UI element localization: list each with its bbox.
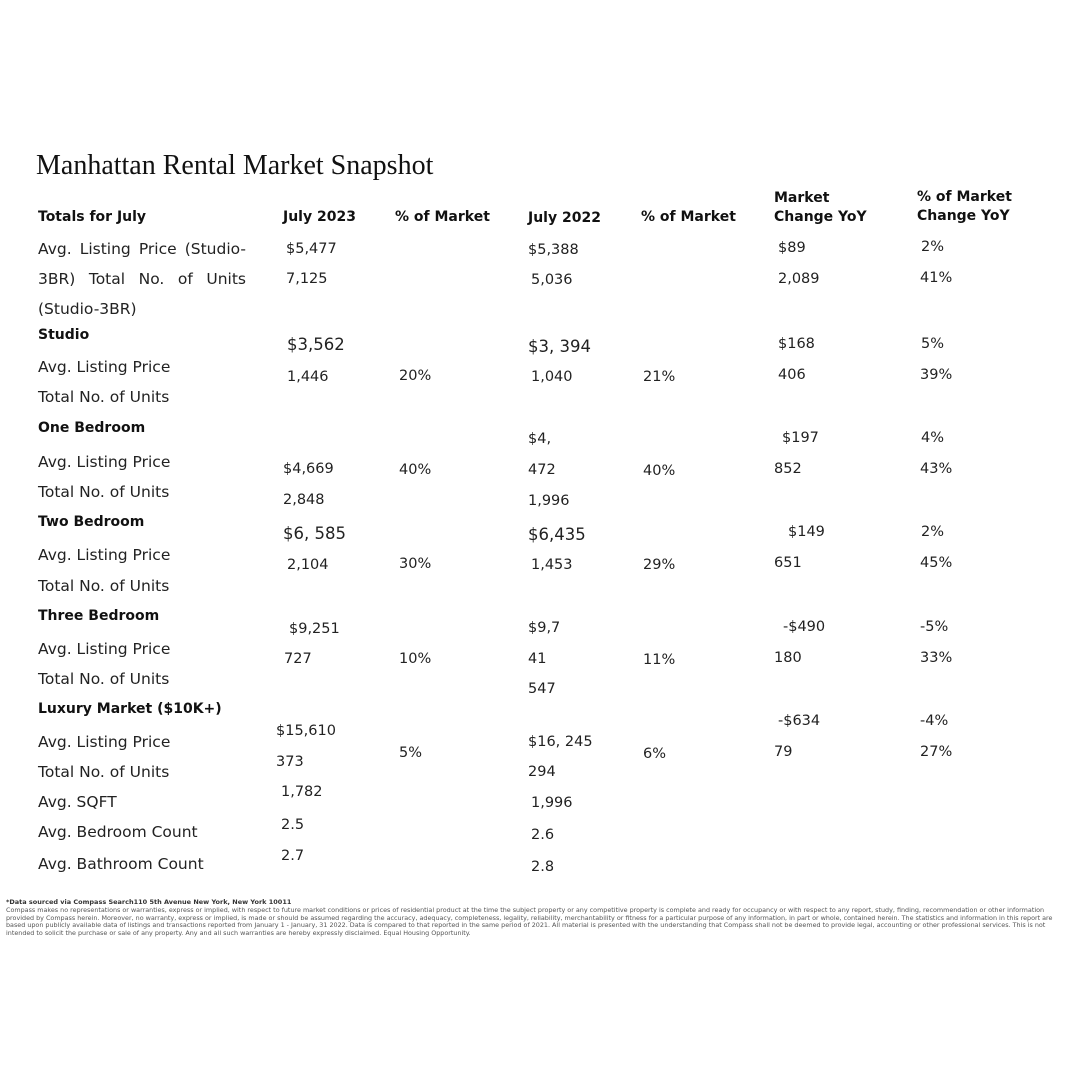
luxury-sqft-2022: 1,996 bbox=[531, 795, 573, 811]
header-july-2022: July 2022 bbox=[528, 210, 601, 226]
three-bedroom-units-2022: 547 bbox=[528, 681, 556, 697]
header-pct-change-line1: % of Market bbox=[917, 189, 1012, 205]
three-bedroom-price-change: -$490 bbox=[783, 619, 826, 635]
totals-label-line2: 3BR) Total No. of Units bbox=[38, 270, 246, 288]
studio-pct-2023: 20% bbox=[399, 368, 432, 384]
luxury-price-2023: $15,610 bbox=[276, 723, 336, 739]
footer-source: *Data sourced via Compass Search110 5th Avenue New York, New York 10011 bbox=[6, 898, 292, 906]
section-one-bedroom: One Bedroom bbox=[38, 420, 146, 436]
one-bedroom-pct-2022: 40% bbox=[643, 463, 676, 479]
luxury-units-2023: 373 bbox=[276, 754, 304, 770]
three-bedroom-price-2022-part1: $9,7 bbox=[528, 620, 561, 636]
three-bedroom-label-price: Avg. Listing Price bbox=[38, 640, 171, 658]
three-bedroom-label-units: Total No. of Units bbox=[38, 670, 170, 688]
two-bedroom-units-2023: 2,104 bbox=[287, 557, 329, 573]
studio-units-change: 406 bbox=[778, 367, 806, 383]
header-market-change-line2: Change YoY bbox=[774, 209, 867, 225]
one-bedroom-units-2022: 1,996 bbox=[528, 493, 570, 509]
totals-label-line3: (Studio-3BR) bbox=[38, 300, 137, 318]
page-title: Manhattan Rental Market Snapshot bbox=[36, 150, 434, 181]
one-bedroom-price-2023: $4,669 bbox=[283, 461, 334, 477]
two-bedroom-units-2022: 1,453 bbox=[531, 557, 573, 573]
studio-price-2022: $3, 394 bbox=[528, 337, 591, 356]
one-bedroom-label-price: Avg. Listing Price bbox=[38, 453, 171, 471]
studio-price-change: $168 bbox=[778, 336, 815, 352]
two-bedroom-price-pct: 2% bbox=[921, 524, 945, 540]
section-studio: Studio bbox=[38, 327, 90, 343]
one-bedroom-units-2023: 2,848 bbox=[283, 492, 325, 508]
totals-price-2023: $5,477 bbox=[286, 241, 337, 257]
three-bedroom-pct-2022: 11% bbox=[643, 652, 676, 668]
luxury-bathroom-2022: 2.8 bbox=[531, 859, 555, 875]
luxury-label-price: Avg. Listing Price bbox=[38, 733, 171, 751]
three-bedroom-pct-2023: 10% bbox=[399, 651, 432, 667]
three-bedroom-units-pct: 33% bbox=[920, 650, 953, 666]
two-bedroom-units-pct: 45% bbox=[920, 555, 953, 571]
two-bedroom-price-2023: $6, 585 bbox=[283, 524, 346, 543]
luxury-label-units: Total No. of Units bbox=[38, 763, 170, 781]
two-bedroom-units-change: 651 bbox=[774, 555, 802, 571]
three-bedroom-units-2023: 727 bbox=[284, 651, 312, 667]
luxury-label-sqft: Avg. SQFT bbox=[38, 793, 117, 811]
luxury-bedroom-2022: 2.6 bbox=[531, 827, 555, 843]
two-bedroom-label-price: Avg. Listing Price bbox=[38, 546, 171, 564]
studio-units-2022: 1,040 bbox=[531, 369, 573, 385]
three-bedroom-price-2023: $9,251 bbox=[289, 621, 340, 637]
two-bedroom-price-change: $149 bbox=[788, 524, 825, 540]
header-july-2023: July 2023 bbox=[283, 209, 356, 225]
totals-units-2022: 5,036 bbox=[531, 272, 573, 288]
three-bedroom-price-pct: -5% bbox=[920, 619, 949, 635]
section-luxury-market: Luxury Market ($10K+) bbox=[38, 701, 222, 717]
section-three-bedroom: Three Bedroom bbox=[38, 608, 160, 624]
totals-units-pct-change: 41% bbox=[920, 270, 953, 286]
totals-units-2023: 7,125 bbox=[286, 271, 328, 287]
two-bedroom-pct-2022: 29% bbox=[643, 557, 676, 573]
header-totals: Totals for July bbox=[38, 209, 147, 225]
header-pct-change-line2: Change YoY bbox=[917, 208, 1010, 224]
three-bedroom-price-2022-part2: 41 bbox=[528, 651, 547, 667]
header-pct-market-2022: % of Market bbox=[641, 209, 736, 225]
luxury-label-bathroom: Avg. Bathroom Count bbox=[38, 855, 204, 873]
two-bedroom-pct-2023: 30% bbox=[399, 556, 432, 572]
totals-units-change: 2,089 bbox=[778, 271, 820, 287]
studio-label-price: Avg. Listing Price bbox=[38, 358, 171, 376]
one-bedroom-price-change: $197 bbox=[782, 430, 819, 446]
one-bedroom-units-change: 852 bbox=[774, 461, 802, 477]
luxury-pct-2023: 5% bbox=[399, 745, 423, 761]
one-bedroom-price-2022-part1: $4, bbox=[528, 431, 552, 447]
luxury-price-pct: -4% bbox=[920, 713, 949, 729]
totals-price-change: $89 bbox=[778, 240, 806, 256]
two-bedroom-price-2022: $6,435 bbox=[528, 525, 586, 544]
luxury-bathroom-2023: 2.7 bbox=[281, 848, 305, 864]
studio-label-units: Total No. of Units bbox=[38, 388, 170, 406]
one-bedroom-pct-2023: 40% bbox=[399, 462, 432, 478]
studio-pct-2022: 21% bbox=[643, 369, 676, 385]
one-bedroom-price-pct: 4% bbox=[921, 430, 945, 446]
studio-units-pct: 39% bbox=[920, 367, 953, 383]
luxury-sqft-2023: 1,782 bbox=[281, 784, 323, 800]
header-pct-market-2023: % of Market bbox=[395, 209, 490, 225]
luxury-price-change: -$634 bbox=[778, 713, 821, 729]
header-market-change-line1: Market bbox=[774, 190, 830, 206]
luxury-pct-2022: 6% bbox=[643, 746, 667, 762]
luxury-units-pct: 27% bbox=[920, 744, 953, 760]
luxury-units-change: 79 bbox=[774, 744, 793, 760]
one-bedroom-label-units: Total No. of Units bbox=[38, 483, 170, 501]
studio-price-2023: $3,562 bbox=[287, 335, 345, 354]
three-bedroom-units-change: 180 bbox=[774, 650, 802, 666]
two-bedroom-label-units: Total No. of Units bbox=[38, 577, 170, 595]
luxury-label-bedroom: Avg. Bedroom Count bbox=[38, 823, 198, 841]
luxury-bedroom-2023: 2.5 bbox=[281, 817, 305, 833]
one-bedroom-price-2022-part2: 472 bbox=[528, 462, 556, 478]
footer-disclaimer: Compass makes no representations or warranties, express or implied, with respect to future market conditions or prices of residential product at the time the subject property or any competitive property is complete and ready for occupancy or with respect to any report, study, finding, recommendation or other information provided by Compass herein. Moreover, no warranty, express or implied, is made or should be assumed regarding the accuracy, adequacy, completeness, legality, reliability, merchantability or fitness for a particular purpose of any information, in part or whole, contained herein. The statistics and information in this report are based upon publicly available data of listings and transactions reported from January 1 - January, 31 2022. Data is compared to that reported in the same period of 2021. All material is presented with the understanding that Compass shall not be deemed to provide legal, accounting or other professional services. This is not intended to solicit the purchase or sale of any property. Any and all such warranties are hereby expressly disclaimed. Equal Housing Opportunity. bbox=[6, 906, 1053, 937]
luxury-price-2022: $16, 245 bbox=[528, 734, 593, 750]
studio-units-2023: 1,446 bbox=[287, 369, 329, 385]
luxury-units-2022: 294 bbox=[528, 764, 556, 780]
totals-price-pct-change: 2% bbox=[921, 239, 945, 255]
one-bedroom-units-pct: 43% bbox=[920, 461, 953, 477]
totals-price-2022: $5,388 bbox=[528, 242, 579, 258]
studio-price-pct: 5% bbox=[921, 336, 945, 352]
totals-label-line1: Avg. Listing Price (Studio- bbox=[38, 240, 246, 258]
section-two-bedroom: Two Bedroom bbox=[38, 514, 145, 530]
